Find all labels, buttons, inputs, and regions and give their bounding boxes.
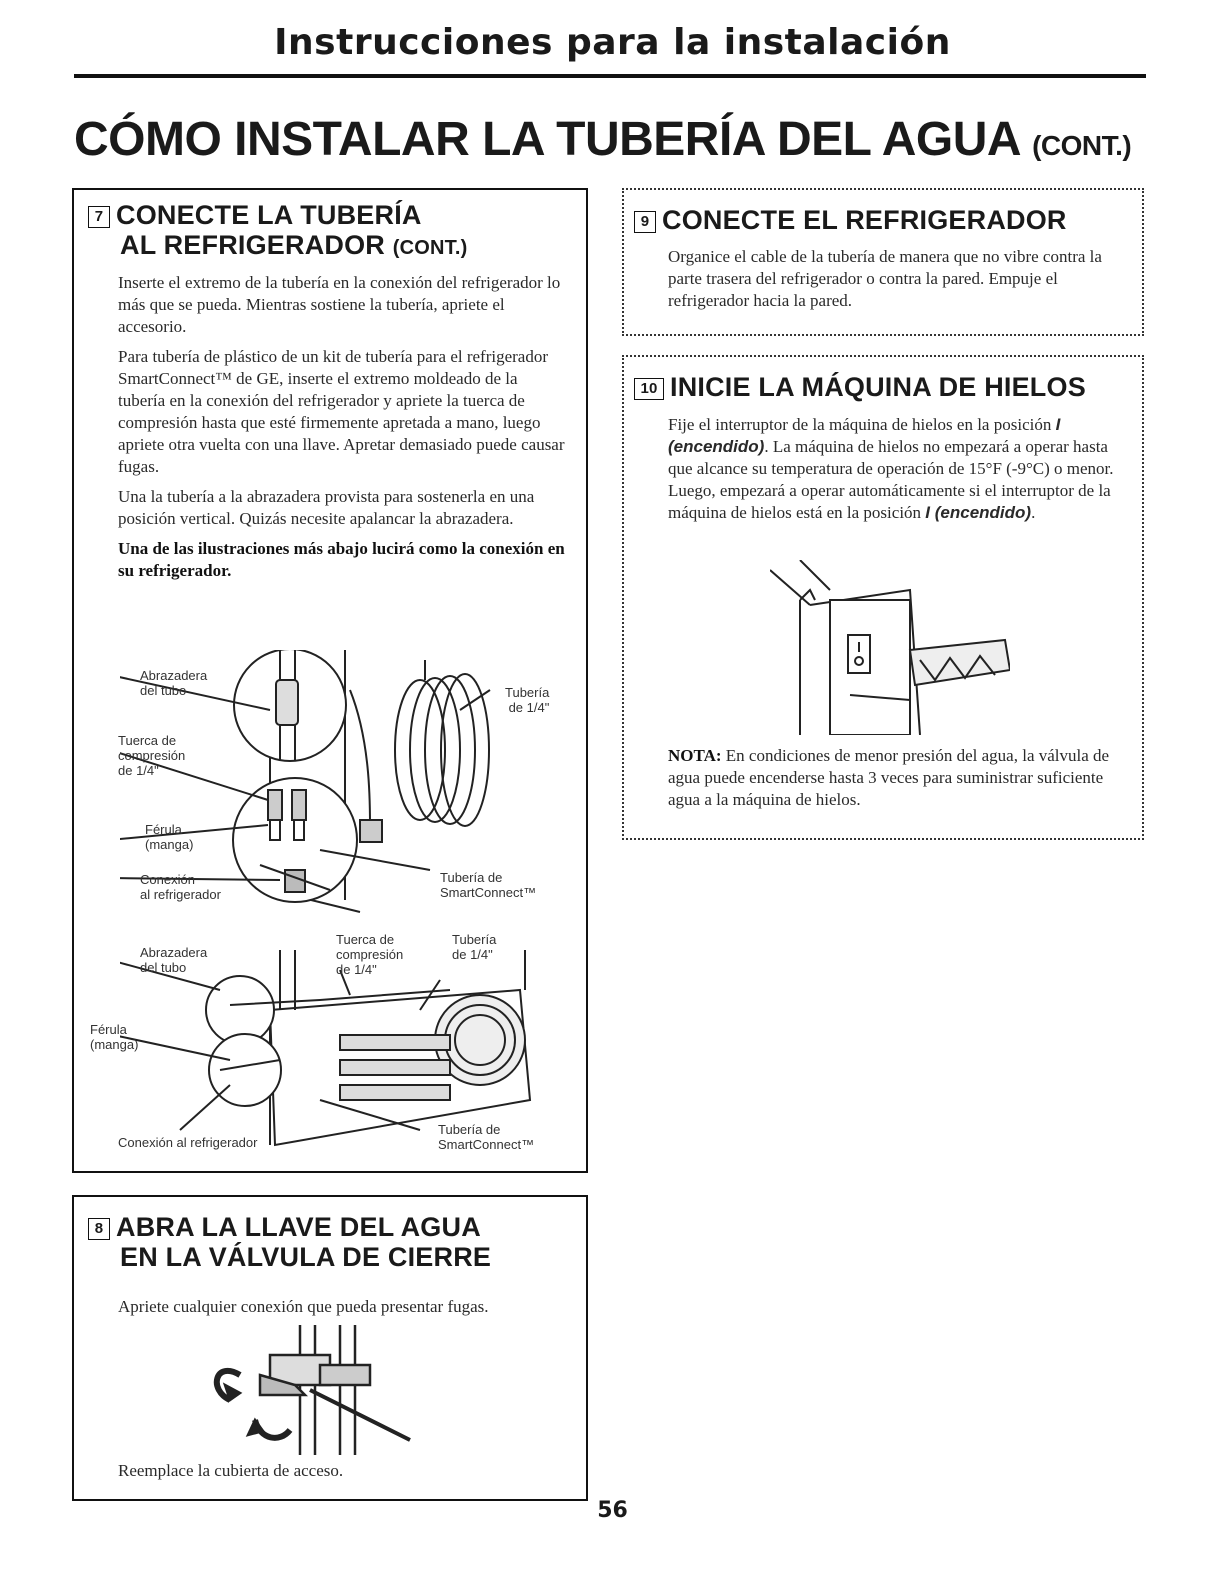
step10-title: INICIE LA MÁQUINA DE HIELOS: [670, 372, 1086, 402]
fig2-label-tubing: Tubería de 1/4": [452, 932, 497, 962]
step10-number: 10: [634, 378, 664, 400]
fig1-label-clamp: Abrazadera del tubo: [140, 668, 208, 698]
fig1-label-nut: Tuerca de compresión de 1/4": [118, 733, 186, 778]
step10-text-a: Fije el interruptor de la máquina de hielos en la posición: [668, 415, 1056, 434]
fig2-label-smart: Tubería de SmartConnect™: [438, 1122, 535, 1152]
step10-heading: [634, 372, 1134, 402]
step7-title-line2: AL REFRIGERADOR: [120, 230, 386, 260]
step10-emphasis-1: I (encendido): [668, 415, 1061, 456]
step7-heading: [88, 200, 578, 263]
step10-note: [668, 745, 1130, 811]
step7-paragraph-1: Inserte el extremo de la tubería en la conexión del refrigerador lo más que se pueda. Mientras sostiene la tubería, apriete el accesorio.: [118, 273, 561, 336]
step8-paragraph-2: Reemplace la cubierta de acceso.: [118, 1461, 344, 1480]
page-header-title: Instrucciones para la instalación: [274, 22, 951, 63]
step10-text-b: . La máquina de hielos no empezará a operar hasta que alcance su temperatura de operación de 15°F (-9°C) o menor. Luego, empezará a operar automáticamente si el interruptor de la máquina de hielos está en la posición: [668, 437, 1114, 522]
fig1-label-ferrule: Férula (manga): [145, 822, 194, 852]
step7-paragraph-3: Una la tubería a la abrazadera provista para sostenerla en una posición vertical. Quizás necesite apalancar la abrazadera.: [118, 487, 535, 528]
step9-number: 9: [634, 211, 656, 233]
step7-number: 7: [88, 206, 110, 228]
step10-emphasis-2: I (encendido): [925, 503, 1032, 522]
step10-note-text: En condiciones de menor presión del agua, la válvula de agua puede encenderse hasta 3 veces para suministrar suficiente agua a la máquina de hielos.: [668, 746, 1110, 809]
fig2-label-clamp: Abrazadera del tubo: [140, 945, 208, 975]
step10-paragraph-1: [668, 414, 1130, 524]
step7-text: [118, 272, 566, 590]
section-title-text: CÓMO INSTALAR LA TUBERÍA DEL AGUA: [74, 113, 1020, 166]
step9-paragraph-1: Organice el cable de la tubería de manera que no vibre contra la parte trasera del refrigerador o contra la pared. Empuje el refrigerador hacia la pared.: [668, 247, 1102, 310]
section-title-cont: (CONT.): [1032, 130, 1132, 161]
fig1-label-connection: Conexión al refrigerador: [140, 872, 221, 902]
step8-paragraph-1: Apriete cualquier conexión que pueda presentar fugas.: [118, 1297, 489, 1316]
step8-number: 8: [88, 1218, 110, 1240]
fig2-label-connection: Conexión al refrigerador: [118, 1135, 258, 1150]
fig1-label-tubing: Tubería de 1/4": [505, 685, 550, 715]
step7-paragraph-4: Una de las ilustraciones más abajo lucirá como la conexión en su refrigerador.: [118, 539, 565, 580]
fig2-label-nut: Tuerca de compresión de 1/4": [336, 932, 404, 977]
step7-title-cont: (CONT.): [392, 237, 468, 259]
page-number: 56: [597, 1498, 628, 1523]
fig1-label-smart: Tubería de SmartConnect™: [440, 870, 537, 900]
fig2-label-ferrule: Férula (manga): [90, 1022, 139, 1052]
step9-title: CONECTE EL REFRIGERADOR: [662, 205, 1067, 235]
step8-title-line2: EN LA VÁLVULA DE CIERRE: [120, 1242, 492, 1272]
step8-heading: [88, 1212, 578, 1272]
step8-title-line1: ABRA LA LLAVE DEL AGUA: [116, 1212, 481, 1242]
step10-text-c: .: [1031, 503, 1036, 522]
step8-valve-figure: [200, 1325, 420, 1455]
step7-paragraph-2: Para tubería de plástico de un kit de tubería para el refrigerador SmartConnect™ de GE, inserte el extremo moldeado de la tubería en la conexión del refrigerador y apriete la tuerca de compresión hasta que esté firmemente apretada a mano, luego apriete otra vuelta con una llave. Apretar demasiado puede causar fugas.: [118, 347, 565, 476]
step7-title-line1: CONECTE LA TUBERÍA: [116, 200, 422, 230]
header-rule: [74, 74, 1146, 78]
step9-heading: [634, 205, 1134, 235]
step10-icemaker-figure: [770, 560, 1010, 735]
section-title: [74, 112, 1131, 167]
step10-note-label: NOTA:: [668, 746, 722, 765]
